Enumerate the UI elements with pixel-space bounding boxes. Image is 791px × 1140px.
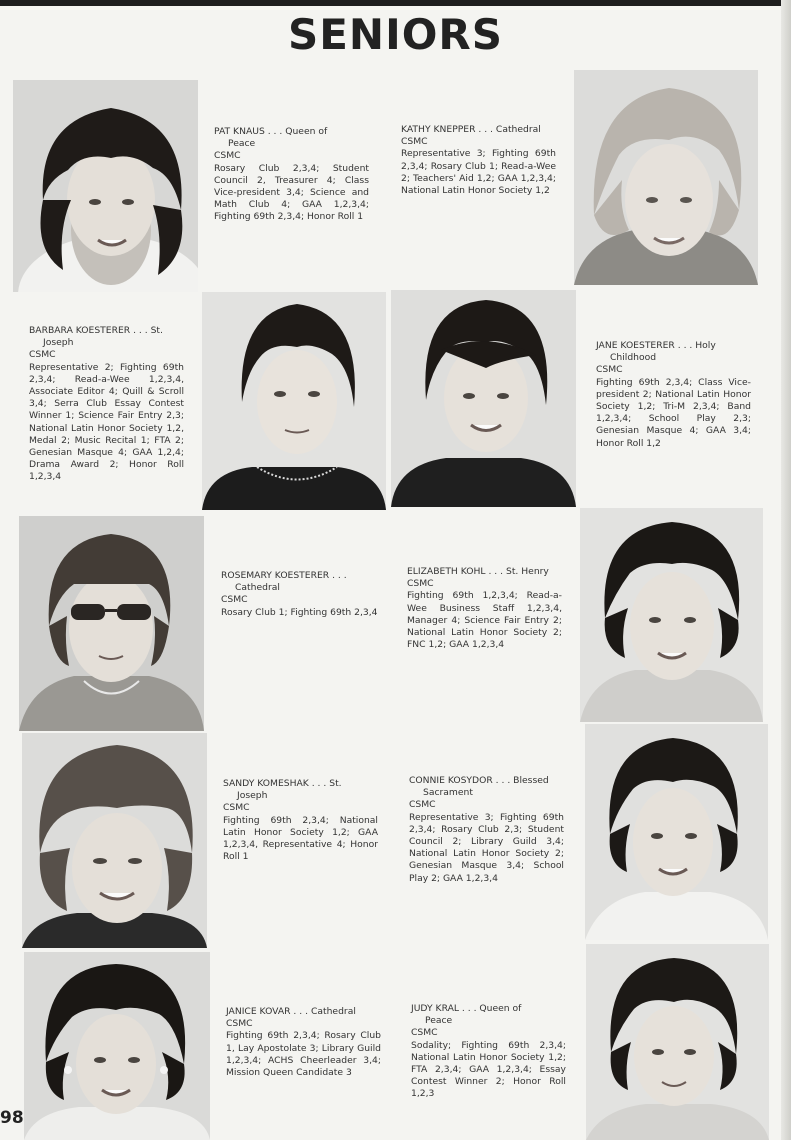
student-school: CSMC [411, 1027, 438, 1039]
student-name: ELIZABETH KOHL . . . St. Henry [407, 566, 549, 577]
student-school: CSMC [226, 1018, 253, 1030]
page-title: SENIORS [287, 10, 503, 59]
portrait-photo [24, 952, 210, 1140]
student-activities: Fighting 69th 1,2,3,4; Read-a-Wee Business Staff 1,2,3,4, Manager 4; Science Fair Entry 2; National Latin Honor Society 2; FNC 1,2; GAA 1,2,3,4 [407, 590, 562, 651]
student-parish: Cathedral [235, 582, 280, 594]
portrait-photo [585, 724, 768, 940]
student-parish: Peace [425, 1015, 453, 1027]
student-name: JANE KOESTERER . . . Holy [596, 340, 716, 351]
student-parish: Sacrament [423, 787, 473, 799]
student-activities: Representative 2; Fighting 69th 2,3,4; Read-a-Wee 1,2,3,4, Associate Editor 4; Quill & Scroll 3,4; Serra Club Essay Contest Winner 1; Science Fair Entry 2,3; National Latin Honor Society 1,2, Medal 2; Music Recital 1; FTA 2; Genesian Masque 4; GAA 1,2,4; Drama Award 2; Honor Roll 1,2,3,4 [29, 361, 184, 483]
page-top-edge [0, 0, 791, 6]
student-school: CSMC [214, 150, 241, 162]
student-bio [409, 775, 564, 885]
portrait-photo [22, 733, 207, 948]
student-school: CSMC [401, 136, 428, 148]
student-activities: Representative 3; Fighting 69th 2,3,4; Rosary Club 2,3; Student Council 2; Library Guild 3,4; National Latin Honor Society 2; Genesian Masque 3,4; School Play 2; GAA 1,2,3,4 [409, 811, 564, 884]
student-activities: Fighting 69th 2,3,4; Rosary Club 1, Lay Apostolate 3; Library Guild 1,2,3,4; ACHS Cheerleader 3,4; Mission Queen Candidate 3 [226, 1030, 381, 1079]
student-name: ROSEMARY KOESTERER . . . [221, 570, 347, 581]
student-bio [29, 325, 184, 484]
student-school: CSMC [29, 349, 56, 361]
student-activities: Rosary Club 1; Fighting 69th 2,3,4 [221, 606, 378, 618]
page-number: 98 [0, 1108, 24, 1128]
student-name: JUDY KRAL . . . Queen of [411, 1003, 522, 1014]
student-bio [407, 566, 562, 651]
student-bio [226, 1006, 381, 1079]
student-school: CSMC [223, 802, 250, 814]
portrait-photo [13, 80, 198, 292]
student-school: CSMC [221, 594, 248, 606]
student-parish: Joseph [43, 337, 74, 349]
student-name: KATHY KNEPPER . . . Cathedral [401, 124, 541, 135]
student-parish: Peace [228, 138, 256, 150]
student-activities: Fighting 69th 2,3,4; National Latin Honor Society 1,2; GAA 1,2,3,4, Representative 4; Honor Roll 1 [223, 814, 378, 863]
student-bio [223, 778, 378, 863]
student-name: BARBARA KOESTERER . . . St. [29, 325, 163, 336]
portrait-photo [586, 944, 769, 1140]
page-binding-edge [781, 0, 791, 1140]
student-parish: Childhood [610, 352, 657, 364]
student-school: CSMC [596, 364, 623, 376]
portrait-photo [391, 290, 576, 507]
student-bio [411, 1003, 566, 1101]
student-bio [401, 124, 556, 197]
student-bio [214, 126, 369, 224]
student-activities: Representative 3; Fighting 69th 2,3,4; Rosary Club 1; Read-a-Wee 2; Teachers' Aid 1,2; GAA 1,2,3,4; National Latin Honor Society 1,2 [401, 148, 556, 197]
student-name: PAT KNAUS . . . Queen of [214, 126, 328, 137]
student-name: JANICE KOVAR . . . Cathedral [226, 1006, 356, 1017]
portrait-photo [19, 516, 204, 731]
student-bio [596, 340, 751, 450]
student-parish: Joseph [237, 790, 268, 802]
portrait-photo [574, 70, 758, 285]
portrait-photo [202, 292, 386, 510]
student-activities: Rosary Club 2,3,4; Student Council 2, Treasurer 4; Class Vice-president 3,4; Science and Math Club 4; GAA 1,2,3,4; Fighting 69th 2,3,4; Honor Roll 1 [214, 162, 369, 223]
student-name: SANDY KOMESHAK . . . St. [223, 778, 342, 789]
student-school: CSMC [409, 799, 436, 811]
student-school: CSMC [407, 578, 434, 590]
student-activities: Fighting 69th 2,3,4; Class Vice-president 2; National Latin Honor Society 1,2; Tri-M 2,3,4; Band 1,2,3,4; School Play 2,3; Genesian Masque 4; GAA 3,4; Honor Roll 1,2 [596, 376, 751, 449]
student-bio [221, 570, 378, 619]
portrait-photo [580, 508, 763, 722]
student-activities: Sodality; Fighting 69th 2,3,4; National Latin Honor Society 1,2; FTA 2,3,4; GAA 1,2,3,4; Essay Contest Winner 2; Honor Roll 1,2,3 [411, 1039, 566, 1100]
student-name: CONNIE KOSYDOR . . . Blessed [409, 775, 549, 786]
